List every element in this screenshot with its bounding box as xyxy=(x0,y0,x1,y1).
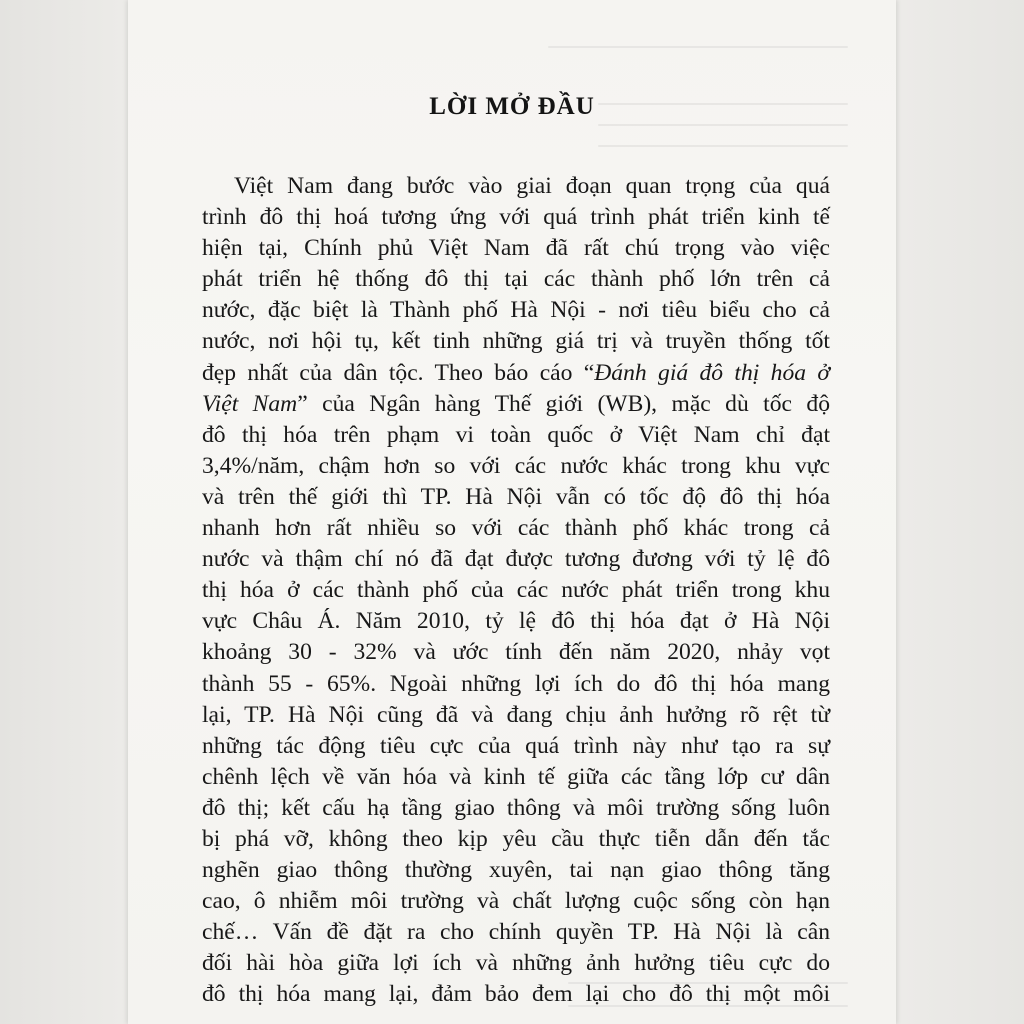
report-title-italic: Việt Nam xyxy=(202,390,298,417)
body-paragraph xyxy=(202,171,830,1011)
page-title: LỜI MỞ ĐẦU xyxy=(429,93,595,120)
paragraph-line: nhanh hơn rất nhiều so với các thành phố khác trong cả xyxy=(202,515,830,542)
paragraph-line: những tác động tiêu cực của quá trình này như tạo ra sự xyxy=(202,732,830,759)
show-through-line xyxy=(598,124,848,126)
paragraph-line: nước, đặc biệt là Thành phố Hà Nội - nơi tiêu biểu cho cả xyxy=(202,297,830,324)
paragraph-line: thị hóa ở các thành phố của các nước phát triển trong khu xyxy=(202,577,830,604)
show-through-line xyxy=(548,46,848,48)
paragraph-line: đối hài hòa giữa lợi ích và những ảnh hưởng tiêu cực do xyxy=(202,950,830,977)
paragraph-line: phát triển hệ thống đô thị tại các thành phố lớn trên cả xyxy=(202,266,830,293)
show-through-line xyxy=(598,145,848,147)
paragraph-line: nước, nơi hội tụ, kết tinh những giá trị và truyền thống tốt xyxy=(202,328,830,355)
paragraph-line: trình đô thị hoá tương ứng với quá trình phát triển kinh tế xyxy=(202,204,830,231)
paragraph-line: hiện tại, Chính phủ Việt Nam đã rất chú trọng vào việc xyxy=(202,235,830,262)
paragraph-line: đô thị; kết cấu hạ tầng giao thông và môi trường sống luôn xyxy=(202,794,830,821)
paragraph-line: thành 55 - 65%. Ngoài những lợi ích do đô thị hóa mang xyxy=(202,670,830,697)
paragraph-line: bị phá vỡ, không theo kịp yêu cầu thực tiễn dẫn đến tắc xyxy=(202,825,830,852)
paragraph-line: chế… Vấn đề đặt ra cho chính quyền TP. Hà Nội là cân xyxy=(202,919,830,946)
paragraph-line: Việt Nam đang bước vào giai đoạn quan trọng của quá xyxy=(234,173,830,199)
paragraph-line: khoảng 30 - 32% và ước tính đến năm 2020, nhảy vọt xyxy=(202,639,830,666)
paragraph-line: vực Châu Á. Năm 2010, tỷ lệ đô thị hóa đạt ở Hà Nội xyxy=(202,608,830,635)
paragraph-line: cao, ô nhiễm môi trường và chất lượng cuộc sống còn hạn xyxy=(202,888,830,915)
report-title-italic: Đánh giá đô thị hóa ở xyxy=(594,359,830,386)
paragraph-line: 3,4%/năm, chậm hơn so với các nước khác trong khu vực xyxy=(202,452,830,479)
paragraph-line: chênh lệch về văn hóa và kinh tế giữa các tầng lớp cư dân xyxy=(202,763,830,790)
paragraph-line: lại, TP. Hà Nội cũng đã và đang chịu ảnh hưởng rõ rệt từ xyxy=(202,701,830,728)
line-text: ” của Ngân hàng Thế giới (WB), mặc dù tốc độ xyxy=(297,390,830,417)
paragraph-line: nghẽn giao thông thường xuyên, tai nạn giao thông tăng xyxy=(202,857,830,884)
paragraph-line xyxy=(202,389,830,420)
paragraph-line: và trên thế giới thì TP. Hà Nội vẫn có tốc độ đô thị hóa xyxy=(202,483,830,510)
paragraph-line xyxy=(202,358,830,389)
line-text: đẹp nhất của dân tộc. Theo báo cáo “ xyxy=(202,359,595,386)
paragraph-line: đô thị hóa trên phạm vi toàn quốc ở Việt Nam chỉ đạt xyxy=(202,421,830,448)
paragraph-line: đô thị hóa mang lại, đảm bảo đem lại cho đô thị một môi xyxy=(202,981,830,1008)
book-page xyxy=(128,0,896,1024)
paragraph-line: nước và thậm chí nó đã đạt được tương đương với tỷ lệ đô xyxy=(202,546,830,573)
